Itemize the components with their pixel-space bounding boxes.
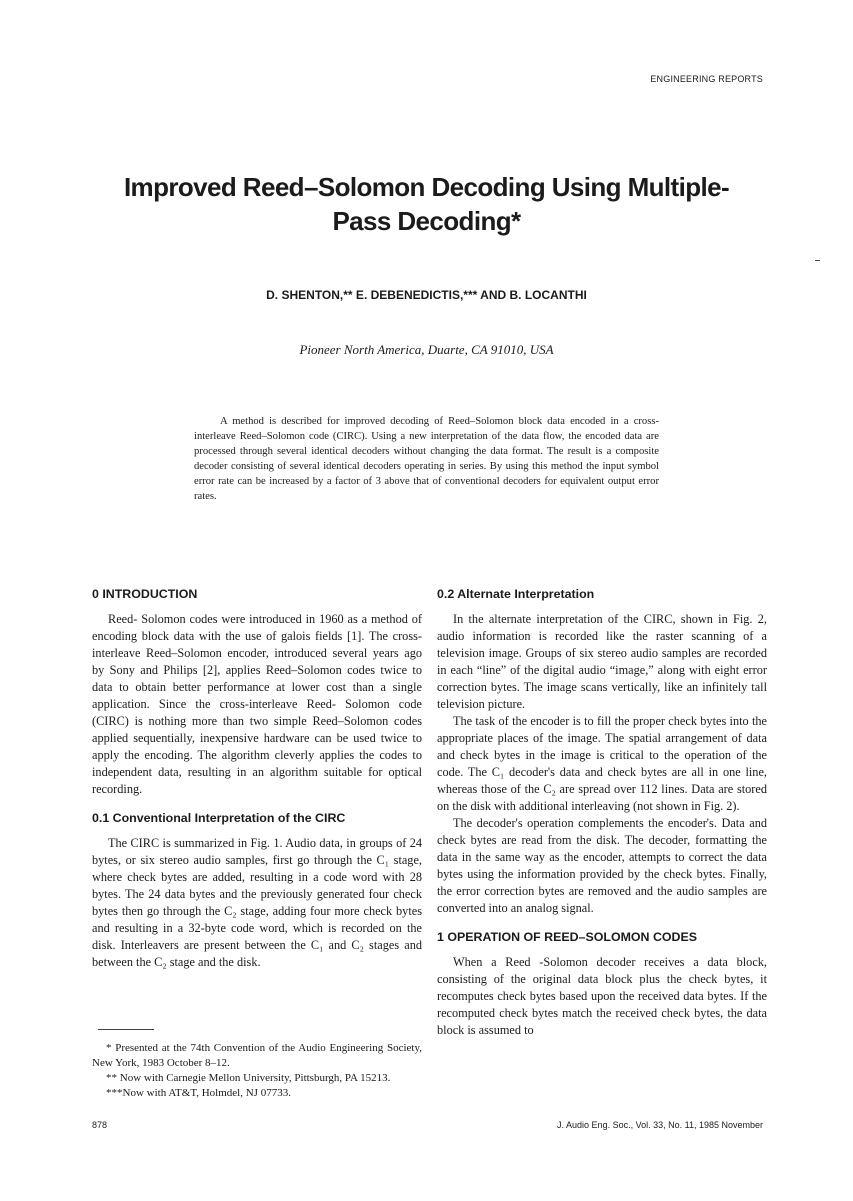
footnote-rule [98,1029,154,1030]
alternate-paragraph-2: The task of the encoder is to fill the proper check bytes into the appropriate places of the image. The spatial arrangement of data and check bytes in the image is critical to the operation of the code. The C₁ decoder's data and check bytes are all in one line, whereas those of the C₂ are spread over 112 lines. Data are stored on the disk with additional interleaving (not shown in Fig. 2). [437,714,767,813]
alternate-paragraph-1: In the alternate interpretation of the CIRC, shown in Fig. 2, audio information is recorded like the raster scanning of a television image. Groups of six stereo audio samples are recorded in each “line” of the digital audio “image,” along with eight error correction bytes. The image scans vertically, like an infinitely tall television picture. [437,612,767,711]
authors: D. SHENTON,** E. DEBENEDICTIS,*** AND B. LOCANTHI [266,288,587,302]
footnote-2: ** Now with Carnegie Mellon University, Pittsburgh, PA 15213. [106,1072,391,1084]
title-line-1: Improved Reed–Solomon Decoding Using Multiple- [123,172,730,202]
paper-title [60,170,793,238]
left-column [92,586,422,971]
operation-heading: 1 OPERATION OF REED–SOLOMON CODES [437,930,698,944]
abstract: A method is described for improved decoding of Reed–Solomon block data encoded in a cross-interleave Reed–Solomon code (CIRC). Using a new interpretation of the data flow, the encoded data are processed through several identical decoders without changing the data format. The result is a composite decoder consisting of several identical decoders operating in series. By using this method the input symbol error rate can be increased by a factor of 3 above that of conventional decoders for equivalent output error rates. [194,416,659,502]
conventional-paragraph: The CIRC is summarized in Fig. 1. Audio data, in groups of 24 bytes, or six stereo audio samples, first go through the C₁ stage, where check bytes are added, resulting in a code word with 28 bytes. The 24 data bytes and the previously generated four check bytes then go through the C₂ stage, adding four more check bytes and resulting in a 32-byte code word, which is recorded on the disk. Interleavers are present between the C₁ and C₂ stages and between the C₂ stage and the disk. [92,836,422,969]
right-column [437,586,767,1039]
margin-mark [815,260,820,261]
introduction-paragraph: Reed- Solomon codes were introduced in 1960 as a method of encoding block data with the use of galois fields [1]. The cross-interleave Reed–Solomon encoder, introduced several years ago by Sony and Philips [2], applies Reed–Solomon codes twice to data to obtain better performance at lower cost than a single application. Since the cross-interleave Reed- Solomon code (CIRC) is nothing more than two simple Reed–Solomon codes applied sequentially, inexpensive hardware can be used twice to apply the encoding. The algorithm cleverly applies the codes to independent data, resulting in an algorithm suitable for optical recording. [92,612,422,796]
alternate-heading: 0.2 Alternate Interpretation [437,587,595,601]
title-line-2: Pass Decoding* [332,206,521,236]
section-label: ENGINEERING REPORTS [650,74,763,84]
operation-paragraph: When a Reed -Solomon decoder receives a data block, consisting of the original data block plus the check bytes, it recomputes check bytes based upon the received data bytes. If the recomputed check bytes match the received check bytes, the data block is assumed to [437,955,767,1037]
affiliation: Pioneer North America, Duarte, CA 91010, USA [299,342,554,357]
footnote-3: ***Now with AT&T, Holmdel, NJ 07733. [106,1087,291,1099]
conventional-heading: 0.1 Conventional Interpretation of the CIRC [92,811,346,825]
footnote-1: * Presented at the 74th Convention of the Audio Engineering Society, New York, 1983 October 8–12. [92,1042,422,1069]
page-number: 878 [92,1120,108,1130]
introduction-heading: 0 INTRODUCTION [92,587,198,601]
footnotes [92,1041,422,1101]
journal-citation: J. Audio Eng. Soc., Vol. 33, No. 11, 1985 November [557,1120,763,1130]
alternate-paragraph-3: The decoder's operation complements the encoder's. Data and check bytes are read from the disk. The decoder, formatting the data in the same way as the encoder, attempts to correct the data bytes using the information provided by the check bytes. Finally, the error correction bytes are removed and the audio samples are converted into an analog signal. [437,816,767,915]
